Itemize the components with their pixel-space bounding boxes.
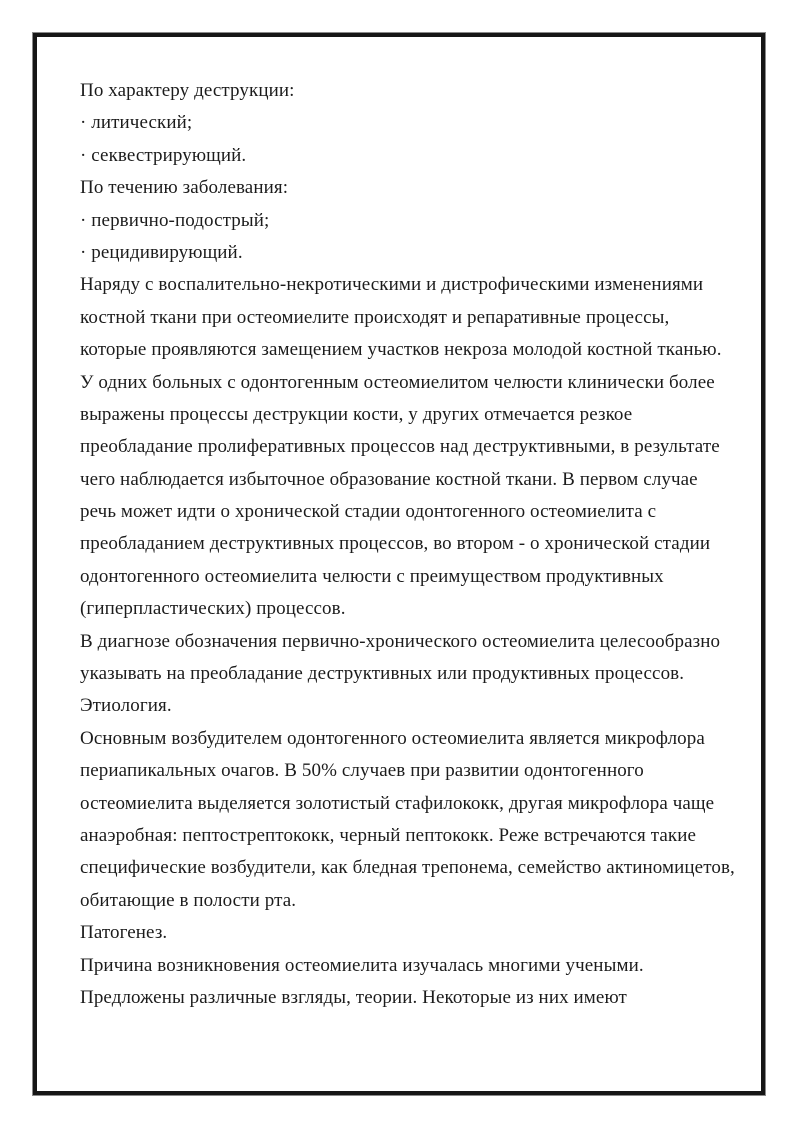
text-line: выражены процессы деструкции кости, у других отмечается резкое	[80, 403, 633, 425]
text-line: остеомиелита выделяется золотистый стафилококк, другая микрофлора чаще	[80, 792, 715, 814]
text-line: Причина возникновения остеомиелита изучалась многими учеными.	[80, 954, 644, 976]
text-line: Наряду с воспалительно-некротическими и дистрофическими изменениями	[80, 274, 704, 296]
text-line: специфические возбудители, как бледная трепонема, семейство актиномицетов,	[80, 857, 735, 879]
text-line: (гиперпластических) процессов.	[80, 598, 346, 620]
text-line: · секвестрирующий.	[80, 144, 247, 166]
document-page-frame	[32, 32, 766, 1096]
text-line: анаэробная: пептострептококк, черный пептококк. Реже встречаются такие	[80, 824, 697, 846]
text-line: У одних больных с одонтогенным остеомиелитом челюсти клинически более	[80, 371, 715, 393]
page-border	[33, 33, 765, 1095]
text-line: речь может идти о хронической стадии одонтогенного остеомиелита с	[80, 501, 657, 523]
text-line: · первично-подострый;	[80, 209, 270, 231]
text-line: периапикальных очагов. В 50% случаев при развитии одонтогенного	[80, 760, 644, 782]
text-line: которые проявляются замещением участков некроза молодой костной тканью.	[80, 339, 722, 361]
text-line: костной ткани при остеомиелите происходят и репаративные процессы,	[80, 306, 670, 328]
text-line: Предложены различные взгляды, теории. Некоторые из них имеют	[80, 986, 627, 1008]
text-line: В диагнозе обозначения первично-хронического остеомиелита целесообразно	[80, 630, 721, 652]
text-line: По характеру деструкции:	[80, 80, 295, 101]
text-line: обитающие в полости рта.	[80, 889, 297, 911]
text-line: одонтогенного остеомиелита челюсти с преимуществом продуктивных	[80, 565, 664, 587]
text-line: указывать на преобладание деструктивных или продуктивных процессов.	[80, 663, 685, 685]
text-line: преобладание пролиферативных процессов над деструктивными, в результате	[80, 436, 720, 458]
text-line: Патогенез.	[80, 922, 168, 944]
document-text-body	[41, 41, 757, 1087]
text-line: · литический;	[80, 112, 193, 134]
text-line: По течению заболевания:	[80, 177, 289, 199]
text-line: · рецидивирующий.	[80, 241, 243, 263]
text-line: Этиология.	[80, 695, 172, 717]
text-line: Основным возбудителем одонтогенного остеомиелита является микрофлора	[80, 727, 705, 749]
text-line: чего наблюдается избыточное образование костной ткани. В первом случае	[80, 468, 698, 490]
text-line: преобладанием деструктивных процессов, во втором - о хронической стадии	[80, 533, 711, 555]
